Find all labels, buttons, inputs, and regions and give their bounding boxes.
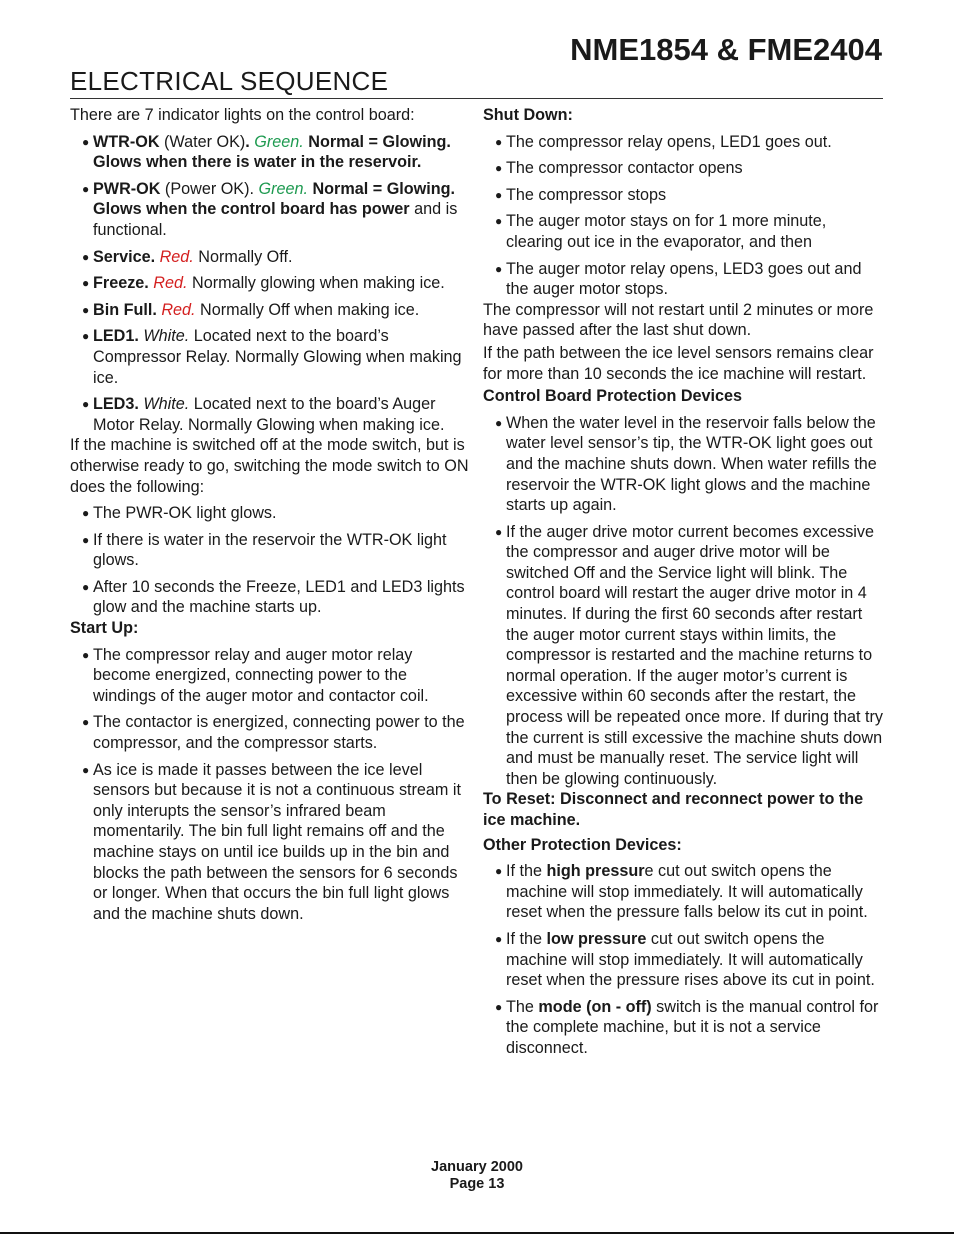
intro-text: There are 7 indicator lights on the control board: bbox=[70, 106, 415, 124]
switch-item bbox=[70, 503, 472, 524]
startup-heading: Start Up: bbox=[70, 619, 139, 638]
path-paragraph: If the path between the ice level sensors remains clear for more than 10 seconds the ice machine will restart. bbox=[483, 343, 874, 383]
light-desc-bold: Normal = Glowing. Glows when the control board has power bbox=[93, 179, 456, 219]
other-item-bold: mode (on - off) bbox=[538, 997, 652, 1016]
page-footer bbox=[0, 1159, 954, 1193]
other-item-pre: The bbox=[506, 997, 539, 1016]
other-protection-item bbox=[483, 929, 885, 991]
light-color: White. bbox=[143, 395, 190, 414]
shutdown-item bbox=[483, 259, 885, 300]
shutdown-item-text: The compressor stops bbox=[506, 185, 667, 204]
light-color: White. bbox=[143, 327, 190, 346]
protection-item-text: If the auger drive motor current becomes excessive the compressor and auger drive motor will be switched Off and the Service light will blink. The control board will restart the auger drive motor in 4 minutes. If during the first 60 seconds after restart the auger motor current stays within limits, the compressor is restarted and the machine returns to normal operation. If the auger motor’s current is excessive within 60 seconds after the restart, the process will be repeated once more. If during that try the current is still excessive the machine shuts down and must be manually reset. The service light will then be glowing continuously. bbox=[506, 522, 883, 788]
protection-item bbox=[483, 413, 885, 516]
section-title: ELECTRICAL SEQUENCE bbox=[70, 66, 389, 96]
light-wtr-ok bbox=[70, 132, 472, 173]
left-column bbox=[70, 105, 472, 930]
light-color: Green. bbox=[258, 179, 308, 198]
startup-item bbox=[70, 645, 472, 707]
bullet-icon: ● bbox=[82, 329, 90, 344]
switch-item bbox=[70, 577, 472, 618]
light-pre: (Water OK) bbox=[159, 132, 246, 151]
reset-heading: To Reset: Disconnect and reconnect power to the ice machine. bbox=[483, 790, 864, 829]
startup-item bbox=[70, 712, 472, 753]
bullet-icon: ● bbox=[82, 302, 90, 317]
light-pwr-ok bbox=[70, 179, 472, 241]
right-column bbox=[483, 105, 885, 1065]
shutdown-item-text: The auger motor relay opens, LED3 goes out and the auger motor stops. bbox=[506, 259, 862, 299]
light-desc: Located next to the board’s Compressor Relay. Normally Glowing when making ice. bbox=[93, 327, 462, 387]
light-led3 bbox=[70, 394, 472, 435]
restart-paragraph: The compressor will not restart until 2 minutes or more have passed after the last shut down. bbox=[483, 300, 874, 340]
bullet-icon: ● bbox=[495, 415, 503, 430]
bullet-icon: ● bbox=[82, 506, 90, 521]
bullet-icon: ● bbox=[82, 532, 90, 547]
other-item-post: e cut out switch opens the machine will stop immediately. It will automatically reset when the pressure falls below its cut in point. bbox=[506, 862, 868, 922]
light-service bbox=[70, 247, 472, 268]
light-led1 bbox=[70, 326, 472, 388]
header-rule bbox=[70, 98, 883, 99]
light-desc: Located next to the board’s Auger Motor Relay. Normally Glowing when making ice. bbox=[93, 395, 445, 434]
shutdown-item bbox=[483, 185, 885, 206]
light-name: PWR-OK bbox=[93, 179, 161, 198]
other-item-bold: low pressure bbox=[546, 929, 647, 948]
switch-item-text: After 10 seconds the Freeze, LED1 and LED3 lights glow and the machine starts up. bbox=[93, 577, 465, 617]
bullet-icon: ● bbox=[82, 647, 90, 662]
footer-page-number: Page 13 bbox=[449, 1176, 505, 1192]
light-desc: and is functional. bbox=[93, 200, 458, 239]
light-color: Red. bbox=[159, 247, 194, 266]
bullet-icon: ● bbox=[82, 134, 90, 149]
light-sep: . bbox=[245, 132, 255, 151]
light-name: WTR-OK bbox=[93, 132, 160, 151]
light-desc-bold: Normal = Glowing. Glows when there is water in the reservoir. bbox=[93, 132, 451, 172]
other-protection-item bbox=[483, 997, 885, 1059]
shutdown-item-text: The auger motor stays on for 1 more minute, clearing out ice in the evaporator, and then bbox=[506, 212, 827, 251]
other-item-bold: high pressur bbox=[546, 862, 645, 881]
bullet-icon: ● bbox=[82, 276, 90, 291]
protection-heading: Control Board Protection Devices bbox=[483, 387, 743, 406]
startup-item-text: As ice is made it passes between the ice level sensors but because it is not a continuous stream it only interupts the sensor’s infrared beam momentarily. The bin full light remains off and the machine stays on until ice builds up in the bin and blocks the path between the sensors for 6 seconds or longer. When that occurs the bin full light glows and the machine shuts down. bbox=[93, 760, 462, 923]
light-freeze bbox=[70, 273, 472, 294]
bullet-icon: ● bbox=[495, 931, 503, 946]
switch-item bbox=[70, 530, 472, 571]
other-item-pre: If the bbox=[506, 929, 547, 948]
bullet-icon: ● bbox=[82, 762, 90, 777]
footer-date: January 2000 bbox=[431, 1159, 523, 1175]
light-color: Red. bbox=[161, 300, 196, 319]
other-protection-item bbox=[483, 861, 885, 923]
startup-item-text: The compressor relay and auger motor relay become energized, connecting power to the windings of the auger motor and contactor coil. bbox=[93, 645, 429, 705]
switch-item-text: If there is water in the reservoir the WTR-OK light glows. bbox=[93, 530, 447, 570]
light-name: LED1. bbox=[93, 327, 139, 346]
switch-item-text: The PWR-OK light glows. bbox=[93, 504, 277, 523]
bottom-rule bbox=[0, 1232, 954, 1234]
bullet-icon: ● bbox=[495, 261, 503, 276]
bullet-icon: ● bbox=[82, 397, 90, 412]
other-protection-heading: Other Protection Devices: bbox=[483, 835, 682, 854]
bullet-icon: ● bbox=[495, 999, 503, 1014]
shutdown-item-text: The compressor relay opens, LED1 goes out. bbox=[506, 132, 832, 151]
bullet-icon: ● bbox=[82, 579, 90, 594]
switch-paragraph: If the machine is switched off at the mode switch, but is otherwise ready to go, switching the mode switch to ON does the following: bbox=[70, 436, 469, 496]
light-name: Service. bbox=[93, 247, 156, 266]
light-name: LED3. bbox=[93, 395, 139, 414]
protection-item bbox=[483, 522, 885, 790]
bullet-icon: ● bbox=[82, 715, 90, 730]
bullet-icon: ● bbox=[495, 214, 503, 229]
bullet-icon: ● bbox=[495, 187, 503, 202]
bullet-icon: ● bbox=[495, 864, 503, 879]
light-desc: Normally Off when making ice. bbox=[195, 300, 420, 319]
other-item-pre: If the bbox=[506, 862, 547, 881]
light-name: Bin Full. bbox=[93, 300, 157, 319]
model-title: NME1854 & FME2404 bbox=[570, 32, 882, 67]
light-name: Freeze. bbox=[93, 274, 149, 293]
shutdown-item bbox=[483, 158, 885, 179]
bullet-icon: ● bbox=[495, 524, 503, 539]
bullet-icon: ● bbox=[82, 181, 90, 196]
light-bin-full bbox=[70, 300, 472, 321]
shutdown-item-text: The compressor contactor opens bbox=[506, 159, 743, 178]
shutdown-item bbox=[483, 132, 885, 153]
light-color: Green. bbox=[254, 132, 304, 151]
shutdown-heading: Shut Down: bbox=[483, 106, 573, 124]
light-desc: Normally glowing when making ice. bbox=[187, 274, 445, 293]
protection-item-text: When the water level in the reservoir falls below the water level sensor’s tip, the WTR-OK light goes out and the machine shuts down. When water refills the reservoir the WTR-OK light glows and the machine starts up again. bbox=[506, 413, 877, 515]
startup-item bbox=[70, 760, 472, 925]
other-item-post: cut out switch opens the machine will stop immediately. It will automatically reset when the pressure rises above its cut in point. bbox=[506, 929, 875, 990]
bullet-icon: ● bbox=[495, 134, 503, 149]
bullet-icon: ● bbox=[495, 161, 503, 176]
bullet-icon: ● bbox=[82, 249, 90, 264]
light-color: Red. bbox=[153, 274, 188, 293]
shutdown-item bbox=[483, 211, 885, 252]
light-desc: Normally Off. bbox=[193, 247, 293, 266]
light-pre: (Power OK). bbox=[160, 179, 259, 198]
startup-item-text: The contactor is energized, connecting power to the compressor, and the compressor starts. bbox=[93, 713, 465, 753]
other-item-post: switch is the manual control for the complete machine, but it is not a service disconnect. bbox=[506, 997, 879, 1057]
